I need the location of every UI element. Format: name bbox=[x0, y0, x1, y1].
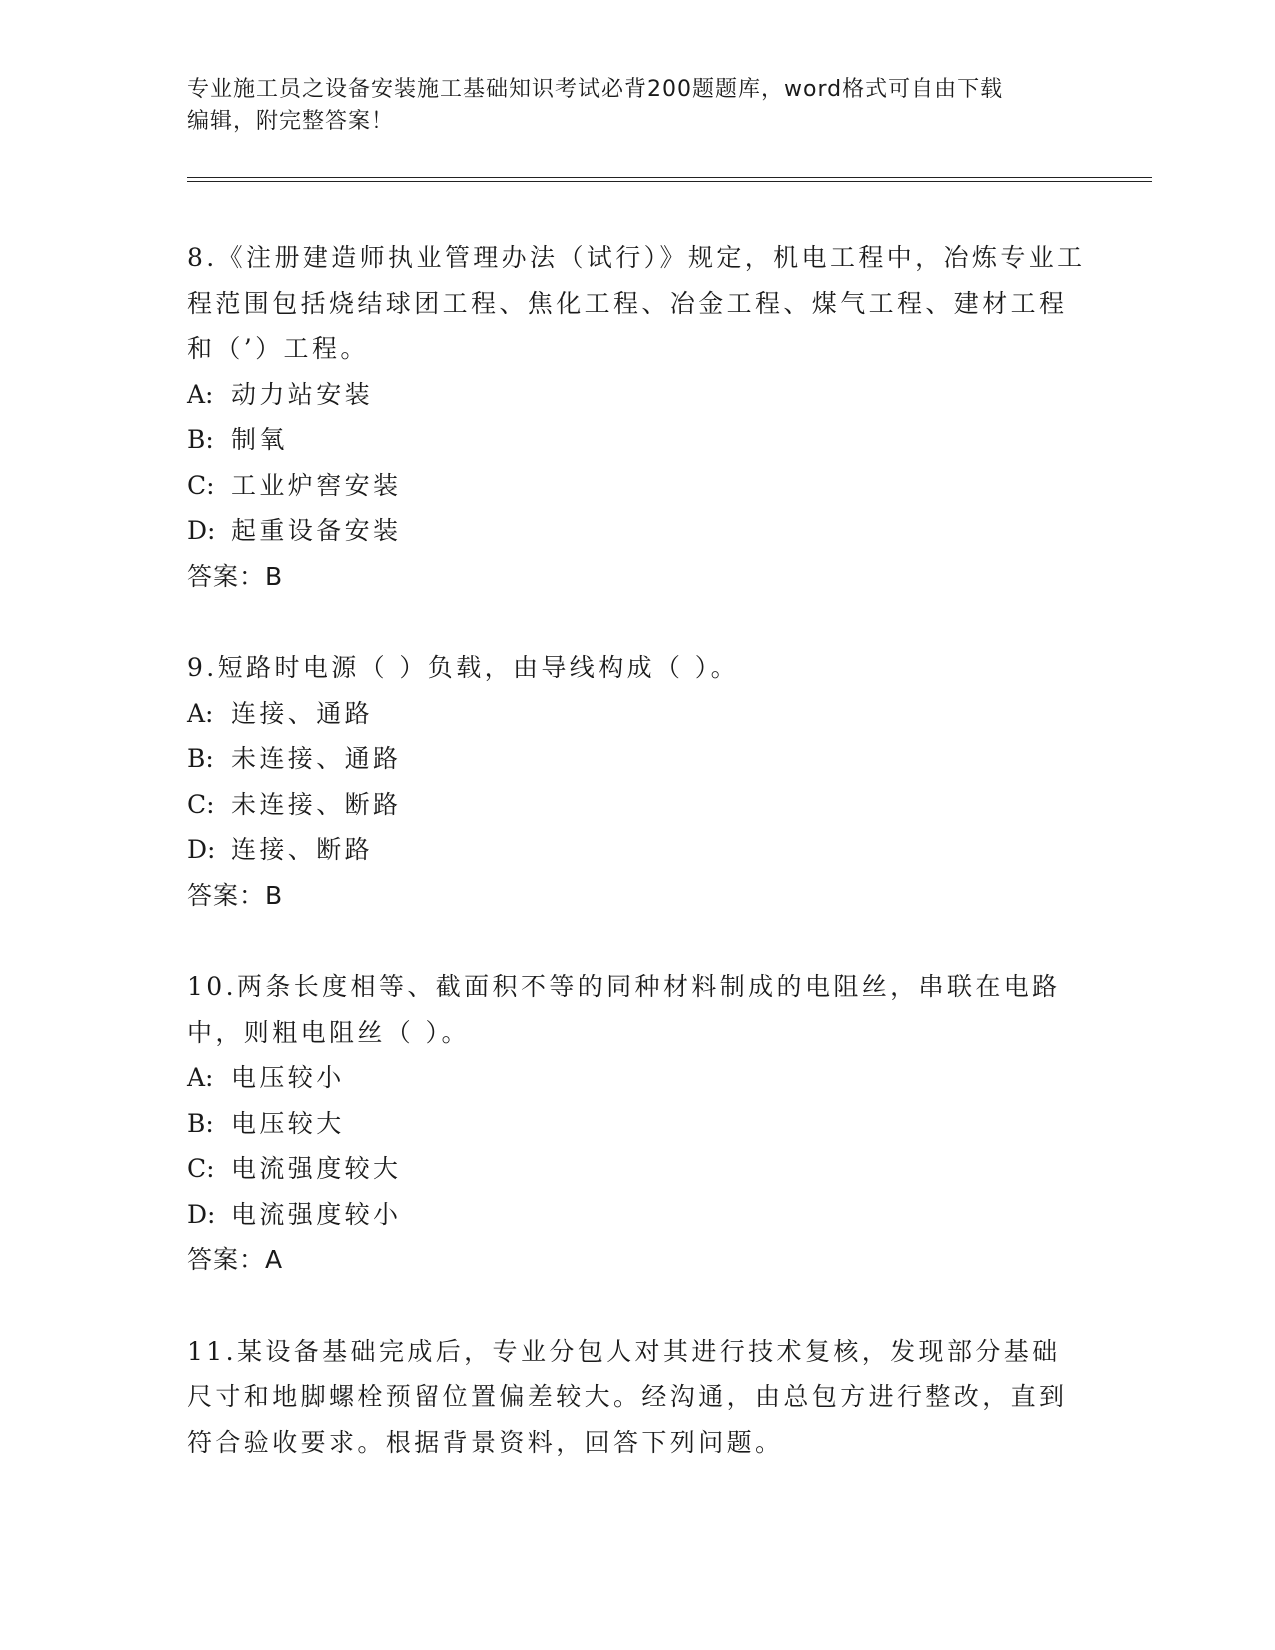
option-key: C: bbox=[187, 1154, 215, 1183]
option-key: A: bbox=[187, 1063, 214, 1092]
header-divider bbox=[187, 177, 1152, 182]
option-d bbox=[187, 827, 1087, 873]
option-a bbox=[187, 372, 1087, 418]
option-key: C: bbox=[187, 470, 215, 500]
option-b bbox=[187, 417, 1087, 463]
option-text: 电流强度较小 bbox=[231, 1199, 402, 1229]
option-key: D: bbox=[187, 1199, 216, 1229]
option-key: C: bbox=[187, 789, 215, 819]
question-text: 10.两条长度相等、截面积不等的同种材料制成的电阻丝，串联在电路中，则粗电阻丝（ ）。 bbox=[187, 972, 1061, 1047]
option-key: A: bbox=[187, 698, 214, 728]
option-b bbox=[187, 1101, 1087, 1147]
question-9 bbox=[187, 645, 1087, 918]
answer: 答案：B bbox=[187, 561, 284, 591]
option-b bbox=[187, 736, 1087, 782]
question-text: 9.短路时电源（ ）负载，由导线构成（ ）。 bbox=[187, 653, 740, 682]
option-d bbox=[187, 1192, 1087, 1238]
header-title-line-1: 专业施工员之设备安装施工基础知识考试必背200题题库，word格式可自由下载 bbox=[187, 77, 1004, 102]
option-key: B: bbox=[187, 744, 214, 773]
option-key: D: bbox=[187, 516, 216, 545]
option-key: B: bbox=[187, 1108, 214, 1138]
option-c bbox=[187, 463, 1087, 509]
option-key: A: bbox=[187, 379, 214, 409]
option-key: B: bbox=[187, 425, 214, 454]
question-8 bbox=[187, 235, 1087, 599]
option-c bbox=[187, 1146, 1087, 1192]
answer: 答案：B bbox=[187, 880, 284, 910]
answer: 答案：A bbox=[187, 1245, 284, 1274]
question-11 bbox=[187, 1329, 1087, 1466]
option-text: 电流强度较大 bbox=[231, 1154, 402, 1183]
option-text: 工业炉窖安装 bbox=[231, 470, 402, 500]
option-text: 未连接、断路 bbox=[231, 789, 402, 819]
document-header bbox=[187, 74, 1067, 138]
question-text: 8.《注册建造师执业管理办法（试行）》规定，机电工程中，冶炼专业工程范围包括烧结球团工程、焦化工程、冶金工程、煤气工程、建材工程和（’）工程。 bbox=[187, 243, 1086, 363]
header-title-line-2: 编辑，附完整答案！ bbox=[187, 109, 395, 134]
option-key: D: bbox=[187, 835, 216, 864]
option-text: 起重设备安装 bbox=[231, 516, 402, 545]
option-text: 电压较小 bbox=[231, 1063, 345, 1092]
question-10 bbox=[187, 964, 1087, 1283]
option-text: 连接、通路 bbox=[231, 698, 374, 728]
option-text: 电压较大 bbox=[231, 1108, 345, 1138]
option-c bbox=[187, 782, 1087, 828]
option-a bbox=[187, 691, 1087, 737]
question-list bbox=[187, 235, 1087, 1511]
option-text: 动力站安装 bbox=[231, 379, 374, 409]
option-text: 制氧 bbox=[231, 425, 288, 454]
option-text: 未连接、通路 bbox=[231, 744, 402, 773]
option-text: 连接、断路 bbox=[231, 835, 374, 864]
option-d bbox=[187, 508, 1087, 554]
question-text: 11.某设备基础完成后，专业分包人对其进行技术复核，发现部分基础尺寸和地脚螺栓预留位置偏差较大。经沟通，由总包方进行整改，直到符合验收要求。根据背景资料，回答下列问题。 bbox=[187, 1336, 1068, 1457]
option-a bbox=[187, 1055, 1087, 1101]
